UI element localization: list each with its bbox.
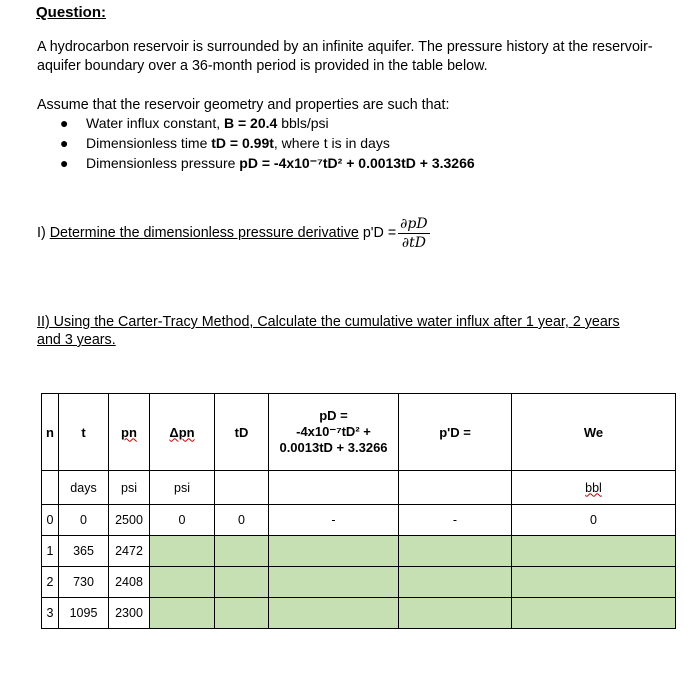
part-one-text: Determine the dimensionless pressure derivative (49, 225, 359, 241)
table-row: 3 1095 2300 (42, 598, 676, 629)
bullet-icon: ● (60, 135, 69, 151)
bullet-value: B = 20.4 (223, 115, 278, 131)
input-cell[interactable] (269, 567, 399, 598)
input-cell[interactable] (150, 598, 215, 629)
table-row: 2 730 2408 (42, 567, 676, 598)
bullet-tail: , where t is in days (273, 135, 390, 151)
header-delta-pn: Δpn (150, 394, 215, 471)
question-heading: Question: (36, 4, 106, 21)
header-we: We (512, 394, 676, 471)
table-row: 0 0 2500 0 0 - - 0 (42, 505, 676, 536)
bullet-text: Dimensionless time (86, 135, 212, 151)
bullet-value: pD = -4x10⁻⁷tD² + 0.0013tD + 3.3266 (239, 155, 475, 171)
input-cell[interactable] (150, 536, 215, 567)
input-cell[interactable] (215, 536, 269, 567)
bullet-text: Dimensionless pressure (86, 155, 240, 171)
derivative-symbol: p'D = (362, 225, 397, 241)
unit-we: bbl (512, 471, 676, 505)
derivative-fraction (398, 216, 429, 251)
assumptions-intro: Assume that the reservoir geometry and properties are such that: (37, 97, 450, 113)
unit-t: days (59, 471, 109, 505)
fraction-numerator: ∂pD (400, 215, 428, 232)
bullet-icon: ● (60, 155, 69, 171)
header-pd-formula: pD = -4x10⁻⁷tD² + 0.0013tD + 3.3266 (269, 394, 399, 471)
problem-statement: A hydrocarbon reservoir is surrounded by an infinite aquifer. The pressure history at the reservoir-aquifer boundary over a 36-month period is provided in the table below. (37, 39, 653, 74)
input-cell[interactable] (269, 536, 399, 567)
header-td: tD (215, 394, 269, 471)
part-two-prompt: II) Using the Carter-Tracy Method, Calculate the cumulative water influx after 1 year, 2 years and 3 years. (37, 314, 620, 348)
input-cell[interactable] (512, 598, 676, 629)
input-cell[interactable] (150, 567, 215, 598)
input-cell[interactable] (215, 567, 269, 598)
header-t: t (59, 394, 109, 471)
input-cell[interactable] (269, 598, 399, 629)
bullet-tail: bbls/psi (277, 115, 329, 131)
list-item (60, 113, 475, 133)
bullet-value: tD = 0.99t (211, 135, 274, 151)
bullet-icon: ● (60, 115, 69, 131)
table-header-row (42, 394, 676, 471)
header-pn: pn (109, 394, 150, 471)
units-row (42, 471, 676, 505)
list-item (60, 153, 475, 173)
table-row: 1 365 2472 (42, 536, 676, 567)
input-cell[interactable] (399, 536, 512, 567)
part-one-prompt (37, 213, 430, 253)
part-one-label: I) (37, 225, 50, 241)
input-cell[interactable] (215, 598, 269, 629)
unit-pn: psi (109, 471, 150, 505)
assumptions-list (60, 113, 475, 173)
input-cell[interactable] (512, 567, 676, 598)
carter-tracy-table (41, 393, 676, 629)
input-cell[interactable] (399, 567, 512, 598)
header-pd-prime: p'D = (399, 394, 512, 471)
fraction-denominator: ∂tD (401, 234, 426, 251)
list-item (60, 133, 475, 153)
unit-delta-pn: psi (150, 471, 215, 505)
input-cell[interactable] (512, 536, 676, 567)
bullet-text: Water influx constant, (86, 115, 224, 131)
header-n: n (42, 394, 59, 471)
input-cell[interactable] (399, 598, 512, 629)
